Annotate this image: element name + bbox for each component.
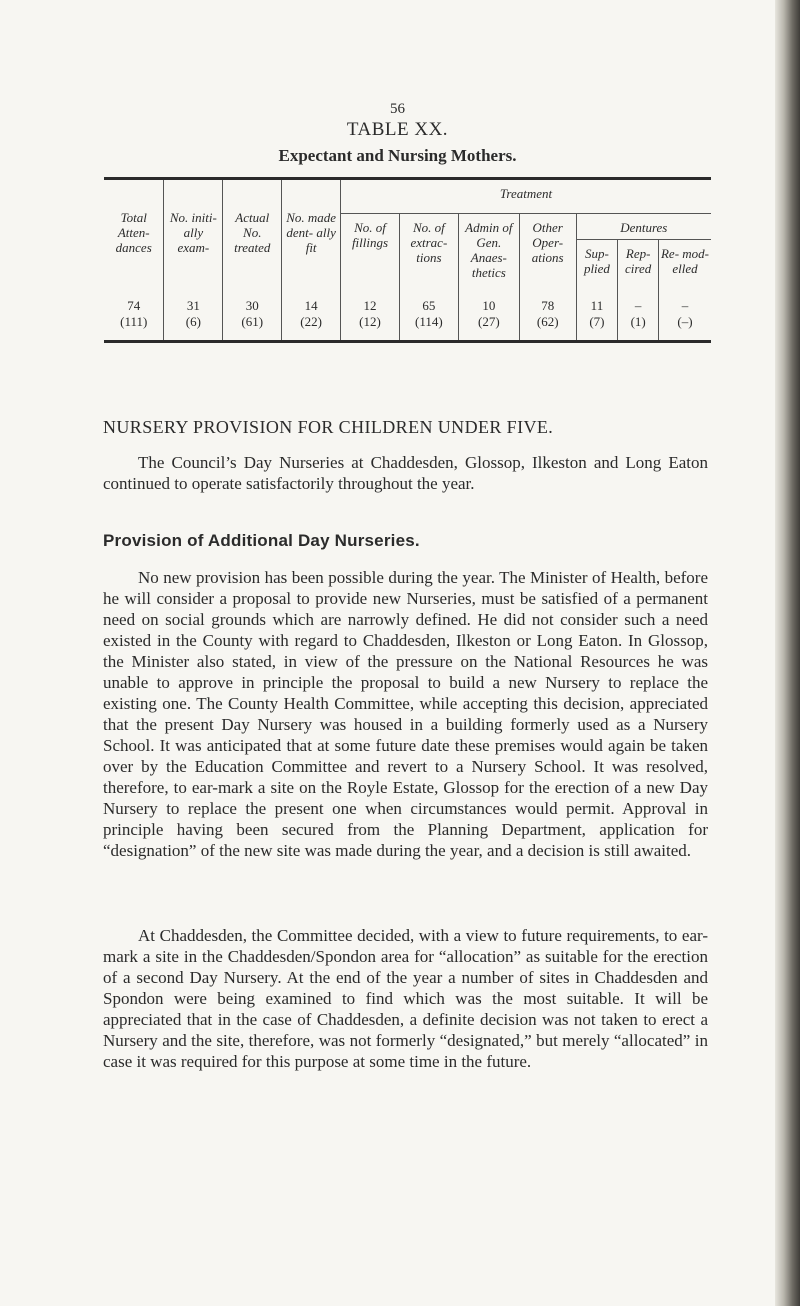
- cell-fillings: 12 (12): [341, 282, 400, 342]
- cell-other-operations: 78 (62): [519, 282, 576, 342]
- cell-dentures-remodelled: – (–): [658, 282, 711, 342]
- header-dentures-repaired: Rep- cired: [618, 240, 659, 282]
- page-number: 56: [390, 101, 405, 117]
- header-initially-examined: No. initi- ally exam-: [164, 179, 223, 283]
- cell-dentures-supplied: 11 (7): [576, 282, 618, 342]
- table-title: TABLE XX.: [346, 119, 449, 140]
- cell-initially-examined: 31 (6): [164, 282, 223, 342]
- table-subtitle: Expectant and Nursing Mothers.: [278, 146, 517, 165]
- cell-dentally-fit: 14 (22): [282, 282, 341, 342]
- header-dentures-supplied: Sup- plied: [576, 240, 618, 282]
- paragraph-chaddesden: At Chaddesden, the Committee decided, with a view to future requirements, to ear-mark a site in the Chaddesden/Spondon area for “allocation” as suitable for the erection of a second Day Nursery. At the end of the year a number of sites in Chaddesden and Spondon were being examined to find which was the most suitable. It will be appreciated that in the case of Chaddesden, a definite decision was not taken to erect a Nursery and the site, therefore, was not formerly “designated,” but merely “allocated” in case it was required for this purpose at some time in the future.: [103, 926, 708, 1071]
- header-anaesthetics: Admin of Gen. Anaes- thetics: [458, 214, 519, 283]
- header-dentures: Dentures: [576, 214, 711, 240]
- subheading: Provision of Additional Day Nurseries.: [103, 531, 420, 550]
- paragraph-glossop: No new provision has been possible during the year. The Minister of Health, before he will consider a proposal to provide new Nurseries, must be satisfied of a permanent need on social grounds which are narrowly defined. He did not consider such a need existed in the County with regard to Chaddesden, Ilkeston or Long Eaton. In Glossop, the Minister also stated, in view of the pressure on the National Resources he was unable to approve in principle the proposal to build a new Nursery to replace the existing one. The County Health Committee, while accepting this decision, appreciated that the present Day Nursery was housed in a building formerly used as a Nursery School. It was anticipated that at some future date these premises would again be taken over by the Education Committee and revert to a Nursery School. It was resolved, therefore, to ear-mark a site on the Royle Estate, Glossop for the erection of a new Day Nursery to replace the present one when circumstances would permit. Approval in principle having been secured from the Planning Department, application for “designation” of the new site was made during the year, and a decision is still awaited.: [103, 568, 708, 860]
- book-binding-edge: [775, 0, 800, 1306]
- header-other-operations: Other Oper- ations: [519, 214, 576, 283]
- section-heading: NURSERY PROVISION FOR CHILDREN UNDER FIVE.: [103, 417, 554, 437]
- cell-actual-treated: 30 (61): [223, 282, 282, 342]
- intro-paragraph: The Council’s Day Nurseries at Chaddesden, Glossop, Ilkeston and Long Eaton continued to operate satisfactorily throughout the year.: [103, 453, 708, 493]
- header-extractions: No. of extrac- tions: [399, 214, 458, 283]
- header-actual-treated: Actual No. treated: [223, 179, 282, 283]
- cell-anaesthetics: 10 (27): [458, 282, 519, 342]
- header-fillings: No. of fillings: [341, 214, 400, 283]
- header-dentally-fit: No. made dent- ally fit: [282, 179, 341, 283]
- table-row: [104, 282, 711, 342]
- dental-treatment-table: [104, 177, 711, 343]
- header-dentures-remodelled: Re- mod- elled: [658, 240, 711, 282]
- header-treatment: Treatment: [341, 179, 711, 214]
- cell-extractions: 65 (114): [399, 282, 458, 342]
- header-total-attendances: Total Atten- dances: [104, 179, 164, 283]
- cell-total-attendances: 74 (111): [104, 282, 164, 342]
- cell-dentures-repaired: – (1): [618, 282, 659, 342]
